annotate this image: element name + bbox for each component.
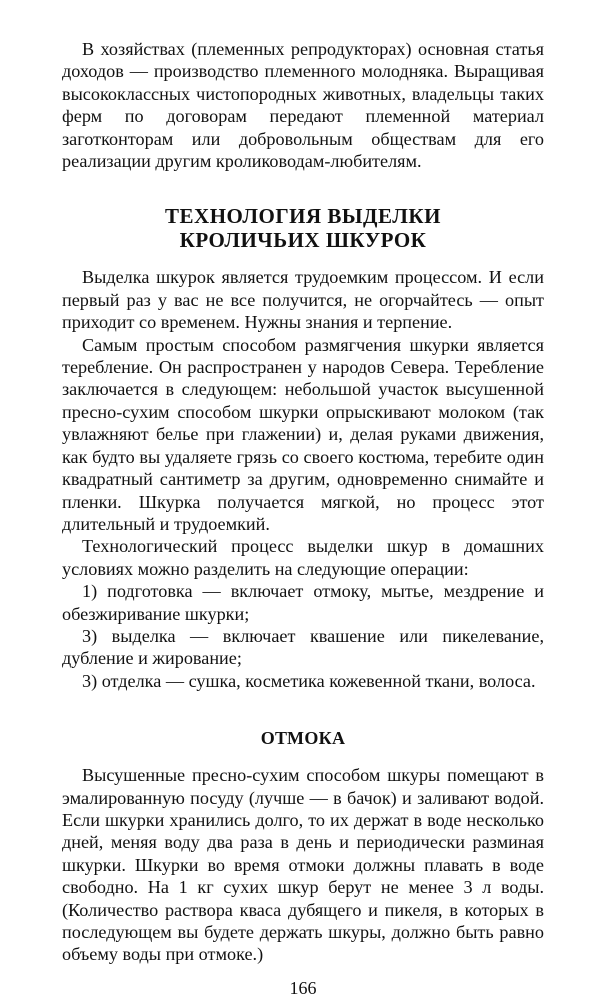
section-title-line: ТЕХНОЛОГИЯ ВЫДЕЛКИ [165,204,441,229]
list-item: 3) отделка — сушка, косметика кожевенной ткани, волоса. [82,670,536,691]
paragraph: Технологический процесс выделки шкур в домашних условиях можно разделить на следующие операции: [62,536,544,579]
paragraph: Выделка шкурок является трудоемким процессом. И если первый раз у вас не все получится, не огорчайтесь — опыт приходит со временем. Нужны знания и терпение. [62,267,544,333]
intro-paragraph: В хозяйствах (племенных репродукторах) основная статья доходов — производство племенного молодняка. Выращивая высококлассных чистопородных животных, владельцы таких ферм по договорам передают племенной материал заготконторам или добровольным обществам для его реализации другим кролиководам-любителям. [62,39,544,172]
book-page [62,38,544,999]
section-title-line: КРОЛИЧЬИХ ШКУРОК [179,228,427,253]
paragraph: Самым простым способом размягчения шкурки является теребление. Он распространен у народов Севера. Теребление заключается в следующем: небольшой участок высушенной пресно-сухим способом шкурки опрыскивают молоком (так увлажняют белье при глажении) и, делая руками движения, как будто вы удаляете грязь со своего костюма, теребите один квадратный сантиметр за другим, одновременно снимайте и пленки. Шкурка получается мягкой, но процесс этот длительный и трудоемкий. [62,334,544,534]
section-title-tanning-technology [62,204,544,252]
list-item: 3) выделка — включает квашение или пикелевание, дубление и жирование; [62,625,544,669]
paragraph: Высушенные пресно-сухим способом шкуры помещают в эмалированную посуду (лучше — в бачок) и заливают водой. Если шкурки хранились долго, то их держат в воде несколько дней, меняя воду два раза в день и периодически разминая шкурки. Шкурки во время отмоки должны плавать в воде свободно. На 1 кг сухих шкур берут не менее 3 л воды. (Количество раствора кваса дубящего и пикеля, в которых в последующем вы будете держать шкуры, должно быть равно объему воды при отмоке.) [62,765,544,965]
section-title-soaking: ОТМОКА [260,728,346,749]
list-item: 1) подготовка — включает отмоку, мытье, мездрение и обезжиривание шкурки; [62,581,544,624]
page-number: 166 [289,977,317,998]
